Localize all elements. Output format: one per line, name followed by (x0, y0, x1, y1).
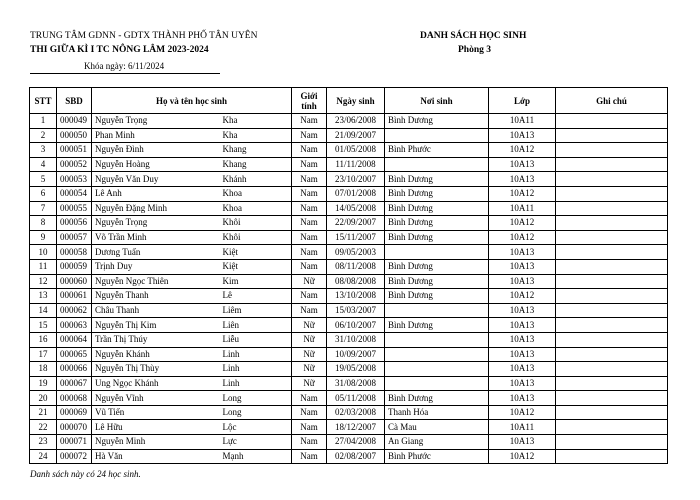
table-row (30, 362, 668, 377)
table-row (30, 114, 668, 129)
cell-sbd: 000064 (57, 332, 92, 347)
cell-class: 10A13 (489, 435, 556, 450)
table-header-row (30, 88, 668, 114)
cell-sbd: 000054 (57, 186, 92, 201)
cell-name: Nguyễn Khánh (92, 347, 220, 362)
cell-birthplace: Bình Dương (385, 274, 489, 289)
cell-gender: Nam (292, 216, 327, 231)
header-stt: STT (30, 88, 57, 114)
cell-note (556, 435, 668, 450)
cell-gender: Nam (292, 230, 327, 245)
cell-given-name: Lực (220, 435, 292, 450)
cell-given-name: Long (220, 405, 292, 420)
cell-gender: Nam (292, 449, 327, 464)
cell-name: Vũ Tiến (92, 405, 220, 420)
cell-note (556, 114, 668, 129)
cell-dob: 05/11/2008 (327, 391, 385, 406)
cell-birthplace: Bình Dương (385, 391, 489, 406)
cell-name: Nguyễn Ngọc Thiên (92, 274, 220, 289)
cell-note (556, 201, 668, 216)
cell-class: 10A13 (489, 318, 556, 333)
cell-birthplace: Bình Phước (385, 143, 489, 158)
cell-stt: 6 (30, 186, 57, 201)
cell-class: 10A11 (489, 420, 556, 435)
cell-name: Nguyễn Thị Thùy (92, 362, 220, 377)
cell-stt: 15 (30, 318, 57, 333)
cell-class: 10A13 (489, 391, 556, 406)
organization-name: TRUNG TÂM GDNN - GDTX THÀNH PHỐ TÂN UYÊN (30, 31, 258, 41)
cell-given-name: Liêm (220, 303, 292, 318)
cell-birthplace: Bình Dương (385, 172, 489, 187)
header-dob: Ngày sinh (327, 88, 385, 114)
cell-class: 10A13 (489, 347, 556, 362)
cell-dob: 02/03/2008 (327, 405, 385, 420)
cell-dob: 08/11/2008 (327, 259, 385, 274)
header-gender: Giới tính (292, 88, 327, 114)
cell-stt: 19 (30, 376, 57, 391)
cell-class: 10A13 (489, 157, 556, 172)
table-row (30, 347, 668, 362)
table-row (30, 318, 668, 333)
cell-gender: Nữ (292, 332, 327, 347)
cell-stt: 11 (30, 259, 57, 274)
cell-dob: 23/10/2007 (327, 172, 385, 187)
table-row (30, 289, 668, 304)
cell-gender: Nữ (292, 318, 327, 333)
cell-birthplace (385, 303, 489, 318)
cell-sbd: 000055 (57, 201, 92, 216)
cell-dob: 08/08/2008 (327, 274, 385, 289)
table-row (30, 259, 668, 274)
cell-class: 10A12 (489, 230, 556, 245)
cell-sbd: 000063 (57, 318, 92, 333)
cell-note (556, 303, 668, 318)
cell-gender: Nữ (292, 274, 327, 289)
table-row (30, 274, 668, 289)
cell-gender: Nam (292, 245, 327, 260)
cell-stt: 24 (30, 449, 57, 464)
cell-note (556, 449, 668, 464)
cell-birthplace (385, 347, 489, 362)
cell-class: 10A11 (489, 201, 556, 216)
cell-given-name: Khang (220, 157, 292, 172)
cell-gender: Nữ (292, 347, 327, 362)
table-row (30, 405, 668, 420)
cell-sbd: 000052 (57, 157, 92, 172)
cell-name: Nguyễn Trọng (92, 216, 220, 231)
cell-name: Trần Thị Thúy (92, 332, 220, 347)
cell-dob: 15/03/2007 (327, 303, 385, 318)
cell-given-name: Mạnh (220, 449, 292, 464)
cell-birthplace: Bình Dương (385, 201, 489, 216)
table-row (30, 332, 668, 347)
cell-birthplace: An Giang (385, 435, 489, 450)
cell-name: Châu Thanh (92, 303, 220, 318)
document-title: DANH SÁCH HỌC SINH (420, 31, 527, 41)
cell-birthplace (385, 245, 489, 260)
header-name: Họ và tên học sinh (92, 88, 292, 114)
cell-sbd: 000060 (57, 274, 92, 289)
cell-note (556, 405, 668, 420)
cell-given-name: Linh (220, 376, 292, 391)
cell-stt: 10 (30, 245, 57, 260)
cell-sbd: 000058 (57, 245, 92, 260)
cell-note (556, 186, 668, 201)
cell-birthplace: Bình Dương (385, 289, 489, 304)
cell-sbd: 000049 (57, 114, 92, 129)
cell-sbd: 000067 (57, 376, 92, 391)
cell-gender: Nam (292, 420, 327, 435)
cell-birthplace: Bình Dương (385, 230, 489, 245)
cell-class: 10A13 (489, 332, 556, 347)
cell-note (556, 332, 668, 347)
cell-name: Nguyễn Đình (92, 143, 220, 158)
cell-class: 10A12 (489, 449, 556, 464)
cell-gender: Nam (292, 172, 327, 187)
table-row (30, 376, 668, 391)
cell-class: 10A12 (489, 405, 556, 420)
cell-dob: 21/09/2007 (327, 128, 385, 143)
cell-given-name: Kim (220, 274, 292, 289)
cell-gender: Nam (292, 391, 327, 406)
cell-given-name: Khôi (220, 216, 292, 231)
cell-note (556, 289, 668, 304)
cell-gender: Nam (292, 186, 327, 201)
cell-dob: 23/06/2008 (327, 114, 385, 129)
cell-sbd: 000068 (57, 391, 92, 406)
cell-sbd: 000072 (57, 449, 92, 464)
cell-name: Dương Tuấn (92, 245, 220, 260)
cell-name: Nguyễn Văn Duy (92, 172, 220, 187)
cell-gender: Nam (292, 201, 327, 216)
cell-dob: 07/01/2008 (327, 186, 385, 201)
cell-class: 10A13 (489, 259, 556, 274)
cell-name: Ung Ngọc Khánh (92, 376, 220, 391)
cell-class: 10A11 (489, 114, 556, 129)
cell-sbd: 000069 (57, 405, 92, 420)
table-row (30, 201, 668, 216)
cell-gender: Nữ (292, 362, 327, 377)
cell-gender: Nam (292, 259, 327, 274)
cell-note (556, 274, 668, 289)
cell-dob: 31/10/2008 (327, 332, 385, 347)
cell-name: Nguyễn Thanh (92, 289, 220, 304)
cell-gender: Nam (292, 157, 327, 172)
cell-given-name: Kha (220, 114, 292, 129)
table-row (30, 449, 668, 464)
cell-note (556, 172, 668, 187)
cell-class: 10A12 (489, 216, 556, 231)
cell-given-name: Khoa (220, 201, 292, 216)
cell-name: Nguyễn Trọng (92, 114, 220, 129)
cell-note (556, 128, 668, 143)
cell-dob: 19/05/2008 (327, 362, 385, 377)
table-row (30, 172, 668, 187)
table-row (30, 435, 668, 450)
cell-note (556, 347, 668, 362)
table-row (30, 420, 668, 435)
cell-class: 10A13 (489, 303, 556, 318)
cell-note (556, 157, 668, 172)
cell-stt: 17 (30, 347, 57, 362)
cell-given-name: Long (220, 391, 292, 406)
cell-name: Võ Trần Minh (92, 230, 220, 245)
cell-stt: 8 (30, 216, 57, 231)
cell-birthplace: Thanh Hóa (385, 405, 489, 420)
cell-class: 10A13 (489, 128, 556, 143)
cell-stt: 21 (30, 405, 57, 420)
cell-name: Lê Hữu (92, 420, 220, 435)
exam-date: Khóa ngày: 6/11/2024 (84, 61, 165, 71)
header-birthplace: Nơi sinh (385, 88, 489, 114)
cell-given-name: Liễu (220, 332, 292, 347)
cell-stt: 12 (30, 274, 57, 289)
cell-given-name: Khôi (220, 230, 292, 245)
cell-class: 10A12 (489, 289, 556, 304)
cell-birthplace: Bình Phước (385, 449, 489, 464)
cell-stt: 18 (30, 362, 57, 377)
cell-birthplace (385, 376, 489, 391)
cell-birthplace: Cà Mau (385, 420, 489, 435)
cell-dob: 10/09/2007 (327, 347, 385, 362)
table-row (30, 143, 668, 158)
cell-note (556, 376, 668, 391)
cell-stt: 14 (30, 303, 57, 318)
cell-name: Lê Anh (92, 186, 220, 201)
cell-birthplace (385, 157, 489, 172)
header-class: Lớp (489, 88, 556, 114)
cell-stt: 22 (30, 420, 57, 435)
cell-given-name: Kiệt (220, 259, 292, 274)
cell-dob: 11/11/2008 (327, 157, 385, 172)
cell-gender: Nam (292, 143, 327, 158)
cell-stt: 2 (30, 128, 57, 143)
cell-stt: 20 (30, 391, 57, 406)
cell-dob: 09/05/2003 (327, 245, 385, 260)
student-rows (30, 114, 668, 464)
cell-sbd: 000066 (57, 362, 92, 377)
cell-sbd: 000056 (57, 216, 92, 231)
cell-given-name: Khánh (220, 172, 292, 187)
cell-birthplace: Bình Dương (385, 114, 489, 129)
cell-stt: 16 (30, 332, 57, 347)
cell-class: 10A13 (489, 172, 556, 187)
cell-dob: 15/11/2007 (327, 230, 385, 245)
cell-dob: 13/10/2008 (327, 289, 385, 304)
table-row (30, 186, 668, 201)
cell-sbd: 000062 (57, 303, 92, 318)
cell-given-name: Linh (220, 347, 292, 362)
cell-given-name: Lê (220, 289, 292, 304)
table-row (30, 216, 668, 231)
cell-note (556, 391, 668, 406)
cell-name: Nguyễn Vĩnh (92, 391, 220, 406)
cell-birthplace (385, 128, 489, 143)
cell-name: Trịnh Duy (92, 259, 220, 274)
cell-class: 10A13 (489, 362, 556, 377)
cell-note (556, 318, 668, 333)
cell-name: Nguyễn Minh (92, 435, 220, 450)
cell-given-name: Khoa (220, 186, 292, 201)
cell-gender: Nam (292, 128, 327, 143)
cell-given-name: Kiệt (220, 245, 292, 260)
cell-given-name: Kha (220, 128, 292, 143)
cell-given-name: Linh (220, 362, 292, 377)
cell-dob: 18/12/2007 (327, 420, 385, 435)
cell-note (556, 420, 668, 435)
cell-stt: 5 (30, 172, 57, 187)
cell-stt: 23 (30, 435, 57, 450)
cell-note (556, 216, 668, 231)
cell-dob: 01/05/2008 (327, 143, 385, 158)
cell-birthplace: Bình Dương (385, 216, 489, 231)
cell-birthplace (385, 332, 489, 347)
cell-sbd: 000053 (57, 172, 92, 187)
cell-name: Nguyễn Hoàng (92, 157, 220, 172)
student-table (29, 87, 668, 464)
exam-title: THI GIỮA KÌ I TC NÔNG LÂM 2023-2024 (30, 45, 209, 55)
cell-dob: 22/09/2007 (327, 216, 385, 231)
cell-sbd: 000071 (57, 435, 92, 450)
cell-name: Hà Văn (92, 449, 220, 464)
cell-sbd: 000050 (57, 128, 92, 143)
table-row (30, 245, 668, 260)
cell-sbd: 000061 (57, 289, 92, 304)
cell-gender: Nữ (292, 376, 327, 391)
table-row (30, 391, 668, 406)
header-underline (30, 73, 220, 74)
cell-dob: 31/08/2008 (327, 376, 385, 391)
cell-given-name: Khang (220, 143, 292, 158)
cell-stt: 3 (30, 143, 57, 158)
cell-birthplace: Bình Dương (385, 186, 489, 201)
cell-stt: 7 (30, 201, 57, 216)
cell-name: Nguyễn Thị Kim (92, 318, 220, 333)
cell-note (556, 245, 668, 260)
cell-dob: 27/04/2008 (327, 435, 385, 450)
cell-stt: 1 (30, 114, 57, 129)
cell-stt: 4 (30, 157, 57, 172)
table-row (30, 230, 668, 245)
cell-gender: Nam (292, 435, 327, 450)
cell-dob: 02/08/2007 (327, 449, 385, 464)
cell-sbd: 000057 (57, 230, 92, 245)
cell-dob: 06/10/2007 (327, 318, 385, 333)
cell-given-name: Liên (220, 318, 292, 333)
footer-note: Danh sách này có 24 học sinh. (30, 469, 141, 479)
room-label: Phòng 3 (458, 45, 491, 55)
cell-name: Phan Minh (92, 128, 220, 143)
cell-stt: 13 (30, 289, 57, 304)
cell-birthplace: Bình Dương (385, 318, 489, 333)
cell-class: 10A12 (489, 143, 556, 158)
cell-note (556, 230, 668, 245)
cell-sbd: 000059 (57, 259, 92, 274)
cell-birthplace: Bình Dương (385, 259, 489, 274)
cell-note (556, 143, 668, 158)
cell-class: 10A13 (489, 245, 556, 260)
cell-gender: Nam (292, 114, 327, 129)
header-note: Ghi chú (556, 88, 668, 114)
table-row (30, 128, 668, 143)
header-sbd: SBD (57, 88, 92, 114)
cell-class: 10A13 (489, 376, 556, 391)
cell-name: Nguyễn Đặng Minh (92, 201, 220, 216)
cell-note (556, 362, 668, 377)
cell-gender: Nam (292, 289, 327, 304)
cell-gender: Nam (292, 303, 327, 318)
cell-class: 10A13 (489, 274, 556, 289)
cell-dob: 14/05/2008 (327, 201, 385, 216)
cell-sbd: 000070 (57, 420, 92, 435)
cell-sbd: 000065 (57, 347, 92, 362)
cell-note (556, 259, 668, 274)
cell-sbd: 000051 (57, 143, 92, 158)
cell-stt: 9 (30, 230, 57, 245)
table-row (30, 157, 668, 172)
table-row (30, 303, 668, 318)
cell-given-name: Lộc (220, 420, 292, 435)
cell-class: 10A12 (489, 186, 556, 201)
cell-birthplace (385, 362, 489, 377)
cell-gender: Nam (292, 405, 327, 420)
